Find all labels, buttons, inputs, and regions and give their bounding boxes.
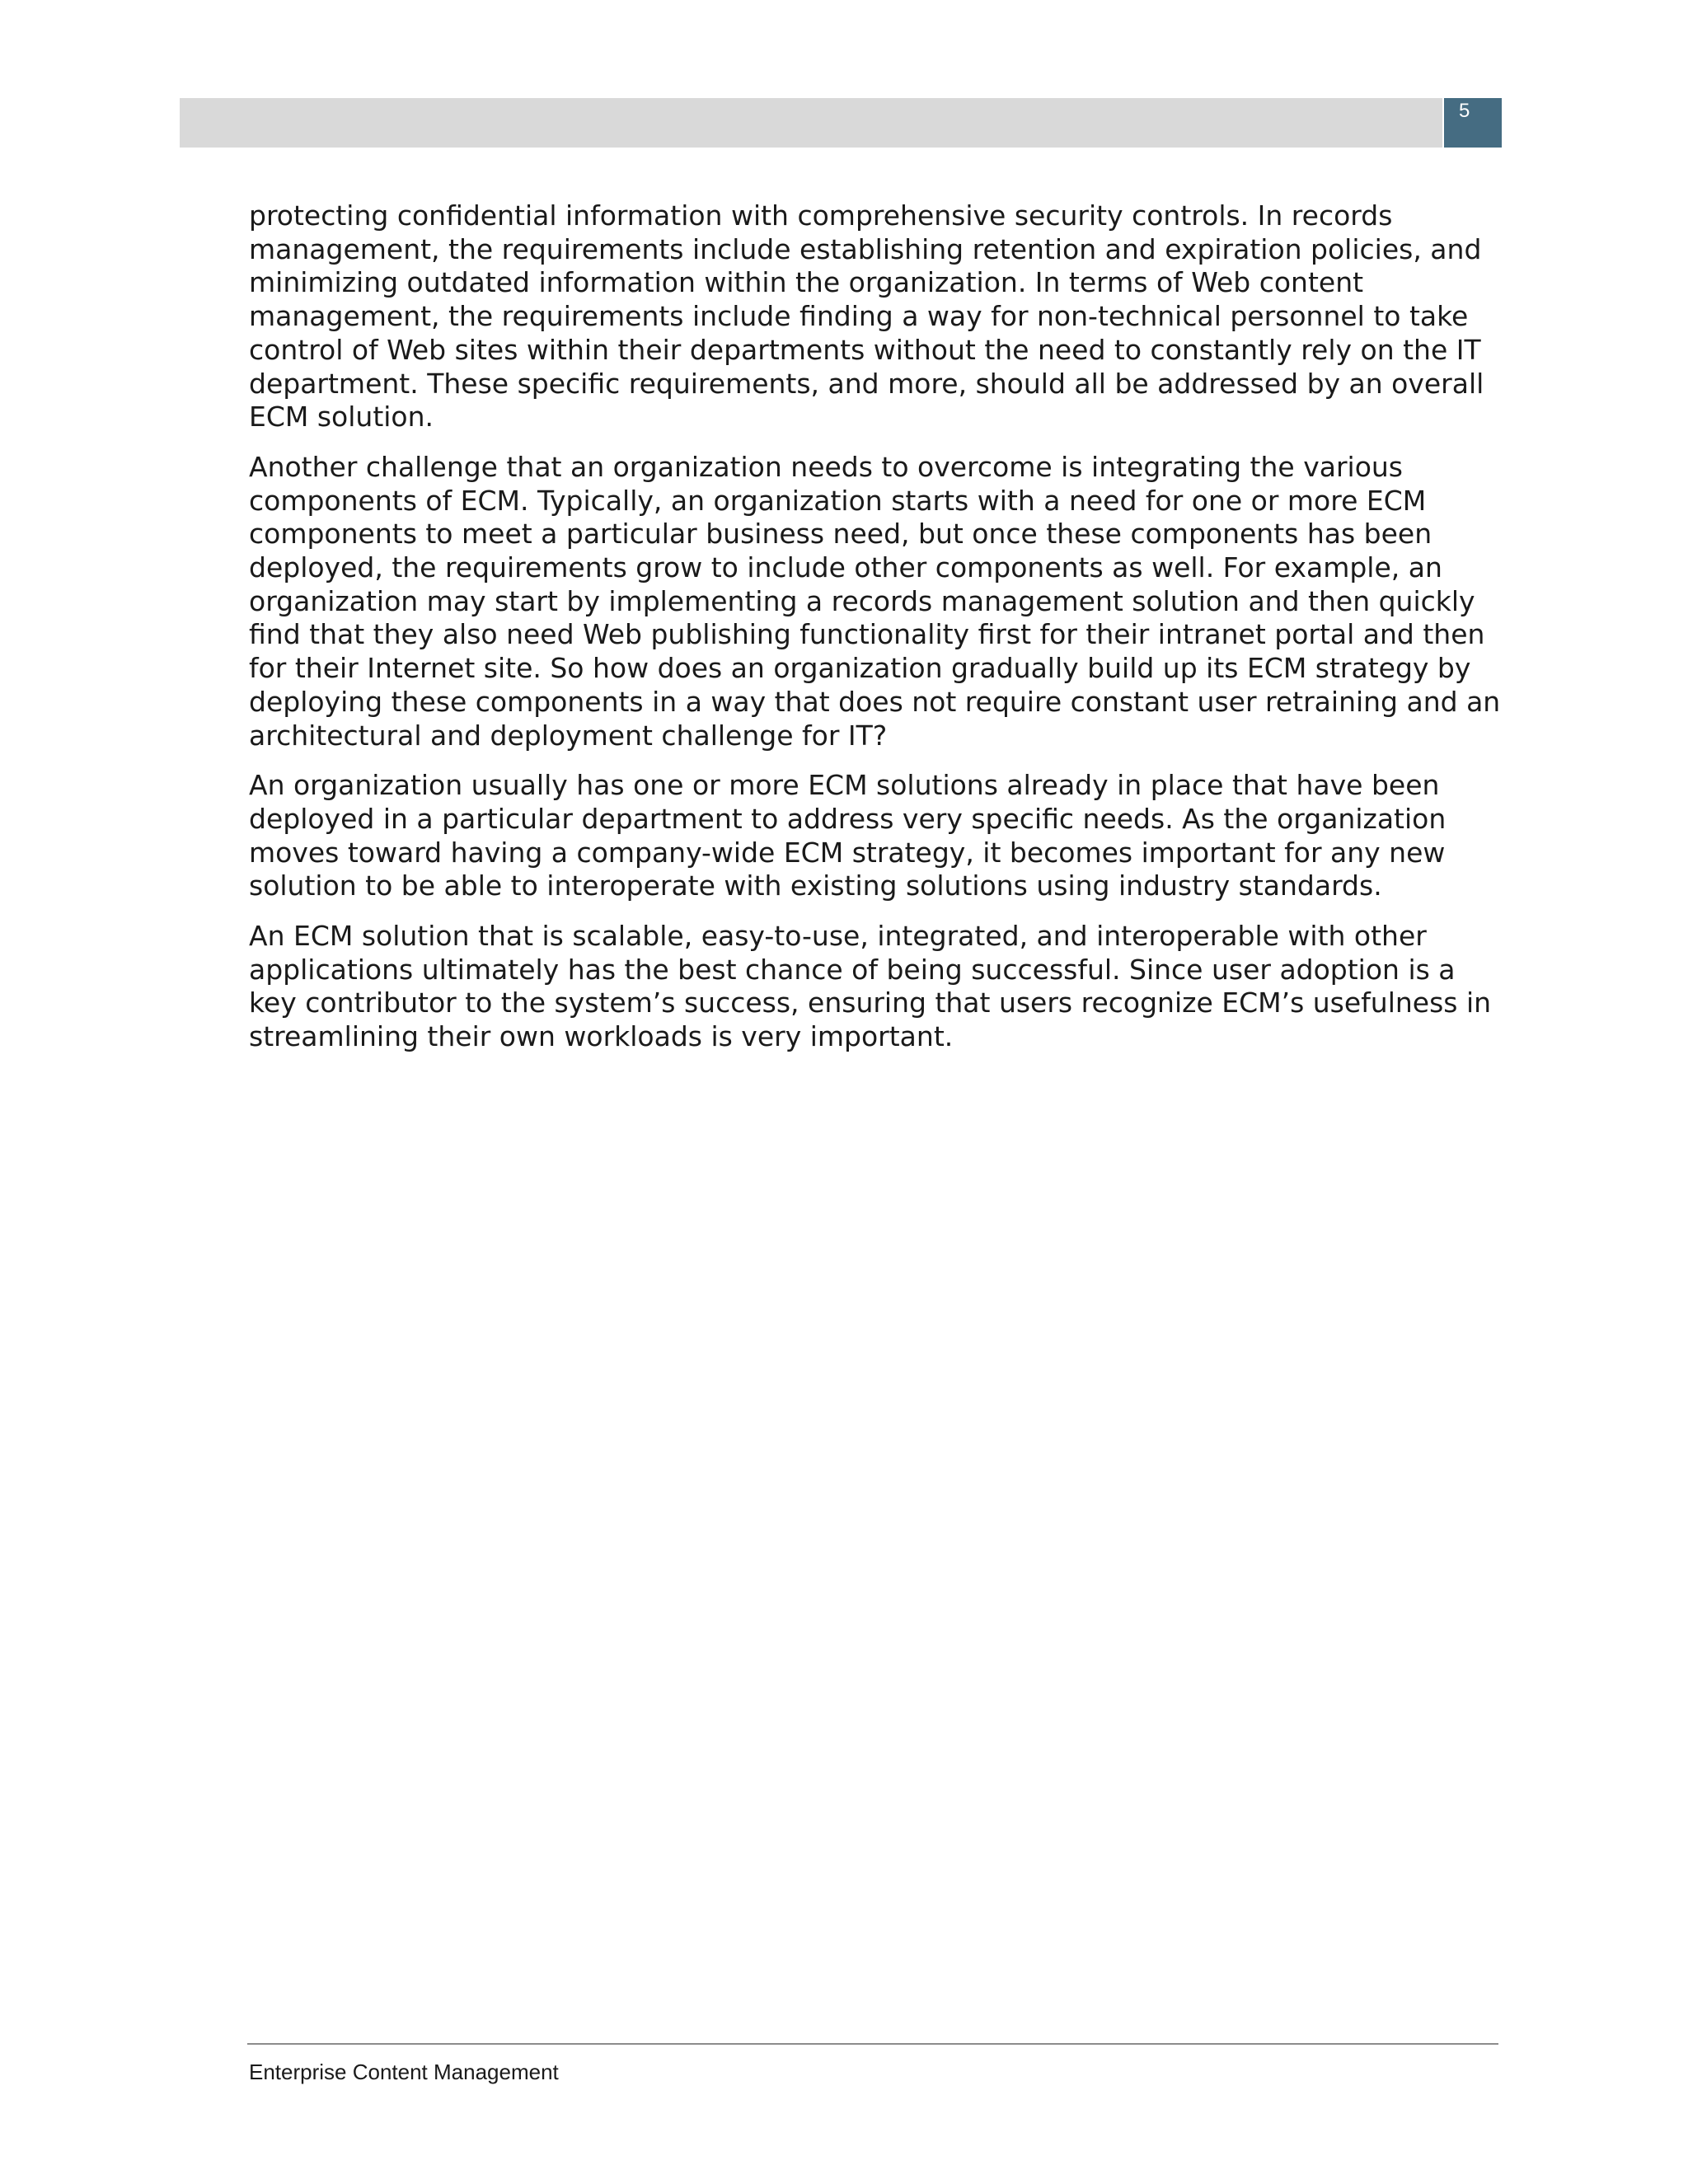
paragraph-4: An ECM solution that is scalable, easy-to-use, integrated, and interoperable with other applications ultimately has the best chance of being successful. Since user adoption is a key contributor to the system’s success, ensuring that users recognize ECM’s usefulness in streamlining their own workloads is very important. [249, 920, 1492, 1053]
header-bar [180, 98, 1442, 148]
page-number-box [1444, 98, 1502, 148]
paragraph-1: protecting confidential information with comprehensive security controls. In records management, the requirements include establishing retention and expiration policies, and minimizing outdated information within the organization. In terms of Web content management, the requirements include finding a way for non-technical personnel to take control of Web sites within their departments without the need to constantly rely on the IT department. These specific requirements, and more, should all be addressed by an overall ECM solution. [249, 199, 1484, 434]
paragraph-3: An organization usually has one or more ECM solutions already in place that have been deployed in a particular department to address very specific needs. As the organization moves toward having a company-wide ECM strategy, it becomes important for any new solution to be able to interoperate with existing solutions using industry standards. [249, 769, 1447, 902]
footer-divider [247, 2043, 1498, 2045]
paragraph-2: Another challenge that an organization needs to overcome is integrating the various components of ECM. Typically, an organization starts with a need for one or more ECM components to meet a particular business need, but once these components has been deployed, the requirements grow to include other components as well. For example, an organization may start by implementing a records management solution and then quickly find that they also need Web publishing functionality first for their intranet portal and then for their Internet site. So how does an organization gradually build up its ECM strategy by deploying these components in a way that does not require constant user retraining and an architectural and deployment challenge for IT? [249, 450, 1501, 752]
footer-title: Enterprise Content Management [249, 2060, 559, 2084]
page-number: 5 [1459, 100, 1470, 122]
body-text [249, 199, 1502, 1071]
